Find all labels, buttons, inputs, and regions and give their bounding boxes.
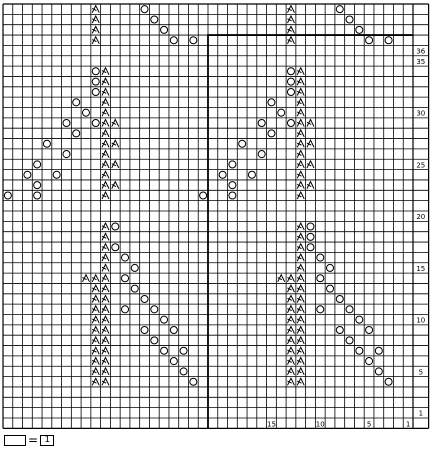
k2tog-symbol [92, 378, 99, 385]
k2tog-symbol [102, 140, 109, 147]
row-number-label: 36 [416, 47, 426, 56]
yarn-over-symbol [112, 223, 119, 230]
legend-knit-square [40, 435, 54, 446]
k2tog-symbol [297, 233, 304, 240]
k2tog-symbol [102, 358, 109, 365]
yarn-over-symbol [307, 233, 314, 240]
yarn-over-symbol [63, 120, 70, 127]
k2tog-symbol [102, 275, 109, 282]
yarn-over-symbol [346, 337, 353, 344]
yarn-over-symbol [317, 254, 324, 261]
k2tog-symbol [278, 275, 285, 282]
yarn-over-symbol [161, 347, 168, 354]
yarn-over-symbol [92, 68, 99, 75]
yarn-over-symbol [180, 368, 187, 375]
k2tog-symbol [92, 16, 99, 23]
k2tog-symbol [297, 347, 304, 354]
k2tog-symbol [307, 140, 314, 147]
k2tog-symbol [297, 223, 304, 230]
yarn-over-symbol [131, 285, 138, 292]
yarn-over-symbol [258, 120, 265, 127]
k2tog-symbol [102, 285, 109, 292]
yarn-over-symbol [161, 26, 168, 33]
yarn-over-symbol [151, 337, 158, 344]
k2tog-symbol [297, 306, 304, 313]
k2tog-symbol [102, 347, 109, 354]
k2tog-symbol [102, 120, 109, 127]
k2tog-symbol [92, 37, 99, 44]
k2tog-symbol [297, 88, 304, 95]
yarn-over-symbol [170, 37, 177, 44]
yarn-over-symbol [268, 130, 275, 137]
yarn-over-symbol [24, 171, 31, 178]
yarn-over-symbol [122, 254, 129, 261]
stitch-number-labels [267, 420, 410, 428]
k2tog-symbol [92, 368, 99, 375]
stitch-number-label: 5 [366, 420, 372, 429]
yarn-over-symbol [278, 109, 285, 116]
k2tog-symbol [297, 254, 304, 261]
yarn-over-symbol [356, 26, 363, 33]
row-number-label: 20 [416, 213, 426, 222]
yarn-over-symbol [141, 6, 148, 13]
k2tog-symbol [297, 130, 304, 137]
yarn-over-symbol [4, 192, 11, 199]
yarn-over-symbol [366, 327, 373, 334]
k2tog-symbol [297, 264, 304, 271]
legend-blank-square [4, 435, 26, 446]
k2tog-symbol [297, 337, 304, 344]
yarn-over-symbol [170, 358, 177, 365]
yarn-over-symbol [34, 182, 41, 189]
k2tog-symbol [102, 88, 109, 95]
k2tog-symbol [102, 192, 109, 199]
yarn-over-symbol [336, 6, 343, 13]
yarn-over-symbol [375, 368, 382, 375]
row-number-label: 15 [416, 264, 426, 273]
legend [4, 432, 54, 448]
k2tog-symbol [307, 120, 314, 127]
k2tog-symbol [287, 285, 294, 292]
k2tog-symbol [92, 347, 99, 354]
k2tog-symbol [112, 182, 119, 189]
yarn-over-symbol [287, 78, 294, 85]
k2tog-symbol [287, 295, 294, 302]
k2tog-symbol [102, 337, 109, 344]
k2tog-symbol [297, 140, 304, 147]
yarn-over-symbol [317, 275, 324, 282]
k2tog-symbol [297, 368, 304, 375]
k2tog-symbol [297, 182, 304, 189]
yarn-over-symbol [219, 171, 226, 178]
k2tog-symbol [102, 306, 109, 313]
yarn-over-symbol [287, 68, 294, 75]
k2tog-symbol [102, 171, 109, 178]
yarn-over-symbol [53, 171, 60, 178]
yarn-over-symbol [229, 192, 236, 199]
yarn-over-symbol [63, 151, 70, 158]
row-number-labels [416, 47, 425, 417]
legend-equals: = [28, 433, 39, 447]
k2tog-symbol [287, 337, 294, 344]
k2tog-symbol [92, 26, 99, 33]
k2tog-symbol [297, 161, 304, 168]
k2tog-symbol [102, 244, 109, 251]
k2tog-symbol [297, 378, 304, 385]
yarn-over-symbol [307, 223, 314, 230]
k2tog-symbol [297, 244, 304, 251]
k2tog-symbol [297, 151, 304, 158]
k2tog-symbol [297, 327, 304, 334]
k2tog-symbol [287, 316, 294, 323]
k2tog-symbol [92, 316, 99, 323]
k2tog-symbol [287, 275, 294, 282]
yarn-over-symbol [200, 192, 207, 199]
yarn-over-symbol [317, 306, 324, 313]
row-number-label: 25 [416, 161, 426, 170]
legend-knit-symbol: 1 [44, 434, 50, 445]
yarn-over-symbol [385, 37, 392, 44]
k2tog-symbol [92, 285, 99, 292]
k2tog-symbol [102, 368, 109, 375]
yarn-over-symbol [229, 182, 236, 189]
yarn-over-symbol [287, 120, 294, 127]
yarn-over-symbol [366, 37, 373, 44]
k2tog-symbol [287, 16, 294, 23]
k2tog-symbol [102, 295, 109, 302]
k2tog-symbol [297, 285, 304, 292]
k2tog-symbol [112, 140, 119, 147]
yarn-over-symbol [92, 78, 99, 85]
k2tog-symbol [287, 6, 294, 13]
stitch-number-label: 1 [405, 420, 411, 429]
k2tog-symbol [112, 120, 119, 127]
yarn-over-symbol [356, 316, 363, 323]
yarn-over-symbol [73, 130, 80, 137]
k2tog-symbol [102, 254, 109, 261]
k2tog-symbol [287, 378, 294, 385]
yarn-over-symbol [92, 120, 99, 127]
yarn-over-symbol [307, 244, 314, 251]
k2tog-symbol [287, 26, 294, 33]
yarn-over-symbol [327, 285, 334, 292]
yarn-over-symbol [82, 109, 89, 116]
k2tog-symbol [297, 295, 304, 302]
yarn-over-symbol [336, 295, 343, 302]
k2tog-symbol [102, 182, 109, 189]
yarn-over-symbol [239, 140, 246, 147]
yarn-over-symbol [34, 161, 41, 168]
row-number-label: 10 [416, 316, 426, 325]
yarn-over-symbol [346, 16, 353, 23]
k2tog-symbol [102, 130, 109, 137]
k2tog-symbol [287, 306, 294, 313]
k2tog-symbol [297, 120, 304, 127]
k2tog-symbol [112, 161, 119, 168]
yarn-over-symbol [43, 140, 50, 147]
k2tog-symbol [102, 327, 109, 334]
k2tog-symbol [102, 378, 109, 385]
k2tog-symbol [307, 182, 314, 189]
yarn-over-symbol [229, 161, 236, 168]
yarn-over-symbol [122, 275, 129, 282]
k2tog-symbol [287, 358, 294, 365]
k2tog-symbol [102, 99, 109, 106]
k2tog-symbol [102, 316, 109, 323]
row-number-label: 5 [418, 368, 424, 377]
k2tog-symbol [82, 275, 89, 282]
k2tog-symbol [297, 171, 304, 178]
k2tog-symbol [297, 109, 304, 116]
k2tog-symbol [297, 316, 304, 323]
yarn-over-symbol [180, 347, 187, 354]
stitch-number-label: 15 [266, 420, 276, 429]
yarn-over-symbol [366, 358, 373, 365]
yarn-over-symbol [170, 327, 177, 334]
k2tog-symbol [297, 192, 304, 199]
yarn-over-symbol [112, 244, 119, 251]
k2tog-symbol [297, 68, 304, 75]
k2tog-symbol [297, 99, 304, 106]
yarn-over-symbol [346, 306, 353, 313]
yarn-over-symbol [385, 378, 392, 385]
yarn-over-symbol [92, 88, 99, 95]
k2tog-symbol [297, 275, 304, 282]
k2tog-symbol [92, 358, 99, 365]
stitch-number-label: 10 [315, 420, 325, 429]
k2tog-symbol [287, 347, 294, 354]
yarn-over-symbol [131, 264, 138, 271]
k2tog-symbol [92, 337, 99, 344]
k2tog-symbol [287, 327, 294, 334]
yarn-over-symbol [151, 16, 158, 23]
yarn-over-symbol [151, 306, 158, 313]
k2tog-symbol [92, 6, 99, 13]
yarn-over-symbol [375, 347, 382, 354]
yarn-over-symbol [122, 306, 129, 313]
yarn-over-symbol [356, 347, 363, 354]
yarn-over-symbol [190, 378, 197, 385]
k2tog-symbol [92, 306, 99, 313]
yarn-over-symbol [258, 151, 265, 158]
k2tog-symbol [307, 161, 314, 168]
row-number-label: 30 [416, 109, 426, 118]
k2tog-symbol [92, 327, 99, 334]
k2tog-symbol [102, 109, 109, 116]
k2tog-symbol [102, 223, 109, 230]
grid-lines [3, 4, 429, 428]
yarn-over-symbol [287, 88, 294, 95]
k2tog-symbol [287, 368, 294, 375]
k2tog-symbol [102, 151, 109, 158]
k2tog-symbol [102, 233, 109, 240]
yarn-over-symbol [248, 171, 255, 178]
k2tog-symbol [297, 358, 304, 365]
yarn-over-symbol [141, 327, 148, 334]
k2tog-symbol [102, 78, 109, 85]
k2tog-symbol [102, 161, 109, 168]
k2tog-symbol [102, 68, 109, 75]
yarn-over-symbol [161, 316, 168, 323]
k2tog-symbol [297, 78, 304, 85]
yarn-over-symbol [336, 327, 343, 334]
yarn-over-symbol [141, 295, 148, 302]
row-number-label: 1 [418, 409, 424, 418]
yarn-over-symbol [73, 99, 80, 106]
k2tog-symbol [92, 275, 99, 282]
yarn-over-symbol [190, 37, 197, 44]
k2tog-symbol [287, 37, 294, 44]
k2tog-symbol [102, 264, 109, 271]
row-number-label: 35 [416, 57, 426, 66]
yarn-over-symbol [327, 264, 334, 271]
k2tog-symbol [92, 295, 99, 302]
yarn-over-symbol [34, 192, 41, 199]
yarn-over-symbol [268, 99, 275, 106]
